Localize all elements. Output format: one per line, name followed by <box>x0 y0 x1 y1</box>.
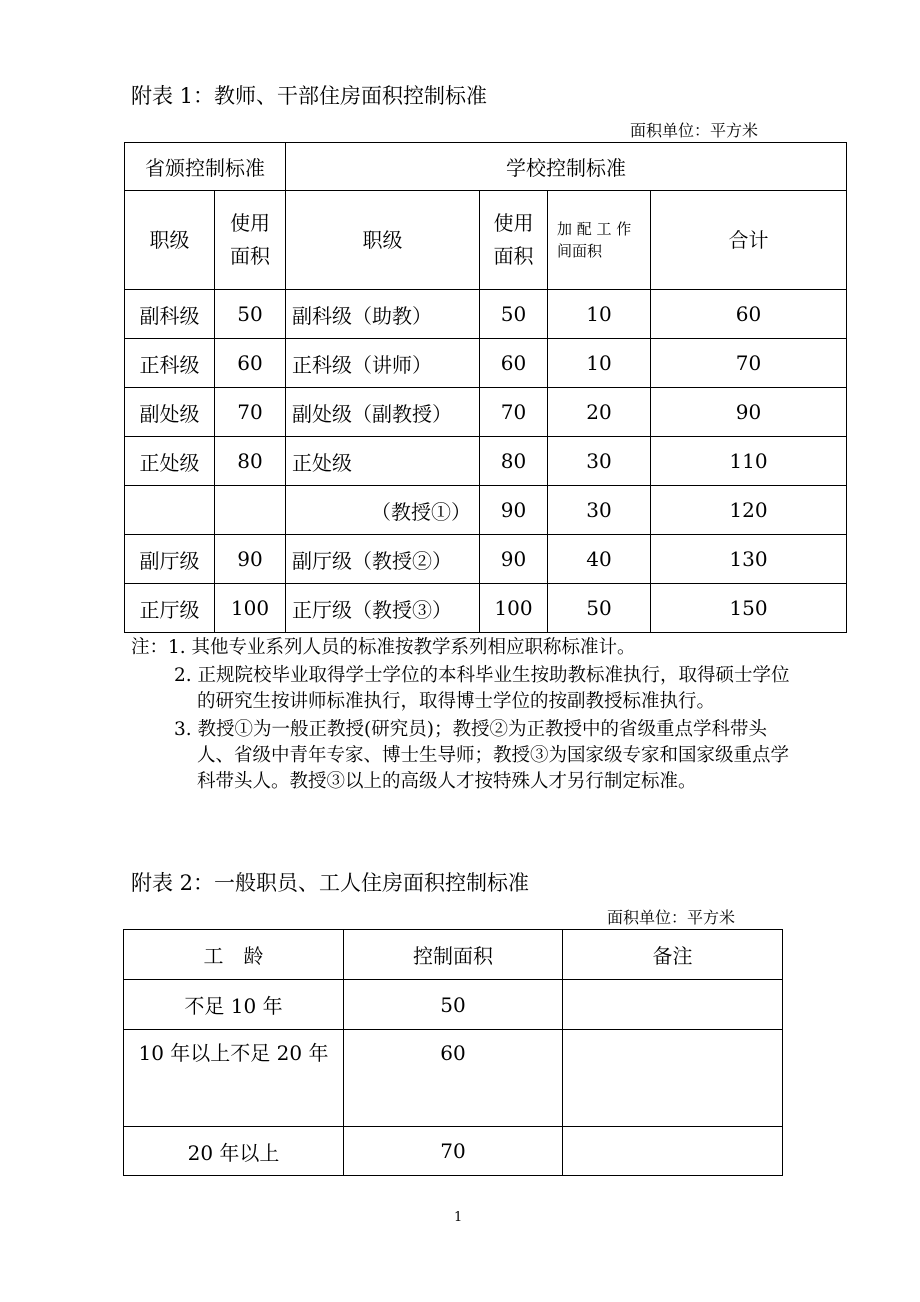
prov-area: 70 <box>215 388 286 437</box>
school-rank: 正厅级（教授③） <box>286 584 480 633</box>
table-row <box>125 535 847 584</box>
total: 110 <box>651 437 847 486</box>
school-area: 100 <box>480 584 548 633</box>
years: 20 年以上 <box>124 1127 344 1176</box>
header-school-area <box>480 191 548 290</box>
table-row <box>125 437 847 486</box>
prov-rank: 正处级 <box>125 437 215 486</box>
area: 50 <box>344 980 563 1030</box>
extra-area: 30 <box>548 486 651 535</box>
header-total: 合计 <box>651 191 847 290</box>
header-years: 工 龄 <box>124 930 344 980</box>
total: 90 <box>651 388 847 437</box>
extra-area: 50 <box>548 584 651 633</box>
school-area: 50 <box>480 290 548 339</box>
school-area: 90 <box>480 486 548 535</box>
school-area: 70 <box>480 388 548 437</box>
total: 60 <box>651 290 847 339</box>
remark <box>563 1030 783 1127</box>
prov-rank: 正厅级 <box>125 584 215 633</box>
prov-area: 50 <box>215 290 286 339</box>
table2-title: 附表 2：一般职员、工人住房面积控制标准 <box>131 871 530 895</box>
header-school-rank: 职级 <box>286 191 480 290</box>
header-extra-area <box>548 191 651 290</box>
table1-unit: 面积单位：平方米 <box>630 121 759 140</box>
table-row <box>125 290 847 339</box>
header-prov-rank: 职级 <box>125 191 215 290</box>
prov-area: 80 <box>215 437 286 486</box>
school-area: 80 <box>480 437 548 486</box>
table-row <box>124 1030 783 1127</box>
header-remark: 备注 <box>563 930 783 980</box>
header-school-area-line1: 使用 <box>493 211 534 235</box>
table-row <box>125 339 847 388</box>
school-rank: （教授①） <box>286 486 480 535</box>
group-header-provincial: 省颁控制标准 <box>125 143 286 191</box>
total: 70 <box>651 339 847 388</box>
note-3: 3. 教授①为一般正教授(研究员)；教授②为正教授中的省级重点学科带头人、省级中青年专家、博士生导师；教授③为国家级专家和国家级重点学科带头人。教授③以上的高级人才按特殊人才另行制定标准。 <box>174 719 790 792</box>
page-number: 1 <box>454 1210 463 1225</box>
remark <box>563 1127 783 1176</box>
prov-rank: 副科级 <box>125 290 215 339</box>
prov-area: 60 <box>215 339 286 388</box>
prov-rank <box>125 486 215 535</box>
header-prov-area <box>215 191 286 290</box>
header-extra-line1: 加 配 工 作 <box>557 220 632 238</box>
school-rank: 副科级（助教） <box>286 290 480 339</box>
header-control-area: 控制面积 <box>344 930 563 980</box>
years: 10 年以上不足 20 年 <box>124 1030 344 1127</box>
school-area: 90 <box>480 535 548 584</box>
area: 70 <box>344 1127 563 1176</box>
total: 130 <box>651 535 847 584</box>
header-prov-area-line2: 面积 <box>230 244 270 268</box>
header-school-area-line2: 面积 <box>493 244 534 268</box>
table-row <box>124 980 783 1030</box>
extra-area: 20 <box>548 388 651 437</box>
header-extra-line2: 间面积 <box>557 242 603 260</box>
prov-area: 100 <box>215 584 286 633</box>
table1-title: 附表 1：教师、干部住房面积控制标准 <box>131 84 488 108</box>
table-row <box>124 1127 783 1176</box>
header-prov-area-line1: 使用 <box>230 211 270 235</box>
years: 不足 10 年 <box>124 980 344 1030</box>
table-row <box>125 486 847 535</box>
table-row <box>125 388 847 437</box>
prov-area <box>215 486 286 535</box>
table2 <box>123 929 783 1176</box>
note-2: 2. 正规院校毕业取得学士学位的本科毕业生按助教标准执行，取得硕士学位的研究生按讲师标准执行，取得博士学位的按副教授标准执行。 <box>174 665 790 712</box>
prov-rank: 正科级 <box>125 339 215 388</box>
extra-area: 10 <box>548 290 651 339</box>
notes <box>131 635 802 795</box>
total: 150 <box>651 584 847 633</box>
prov-rank: 副厅级 <box>125 535 215 584</box>
school-area: 60 <box>480 339 548 388</box>
school-rank: 副处级（副教授） <box>286 388 480 437</box>
total: 120 <box>651 486 847 535</box>
school-rank: 副厅级（教授②） <box>286 535 480 584</box>
extra-area: 40 <box>548 535 651 584</box>
school-rank: 正科级（讲师） <box>286 339 480 388</box>
table-row <box>125 584 847 633</box>
prov-rank: 副处级 <box>125 388 215 437</box>
note-1: 注：1. 其他专业系列人员的标准按教学系列相应职称标准计。 <box>131 637 636 658</box>
prov-area: 90 <box>215 535 286 584</box>
school-rank: 正处级 <box>286 437 480 486</box>
table1 <box>124 142 847 633</box>
extra-area: 10 <box>548 339 651 388</box>
extra-area: 30 <box>548 437 651 486</box>
area: 60 <box>344 1030 563 1127</box>
table2-unit: 面积单位：平方米 <box>607 908 736 927</box>
remark <box>563 980 783 1030</box>
group-header-school: 学校控制标准 <box>286 143 847 191</box>
